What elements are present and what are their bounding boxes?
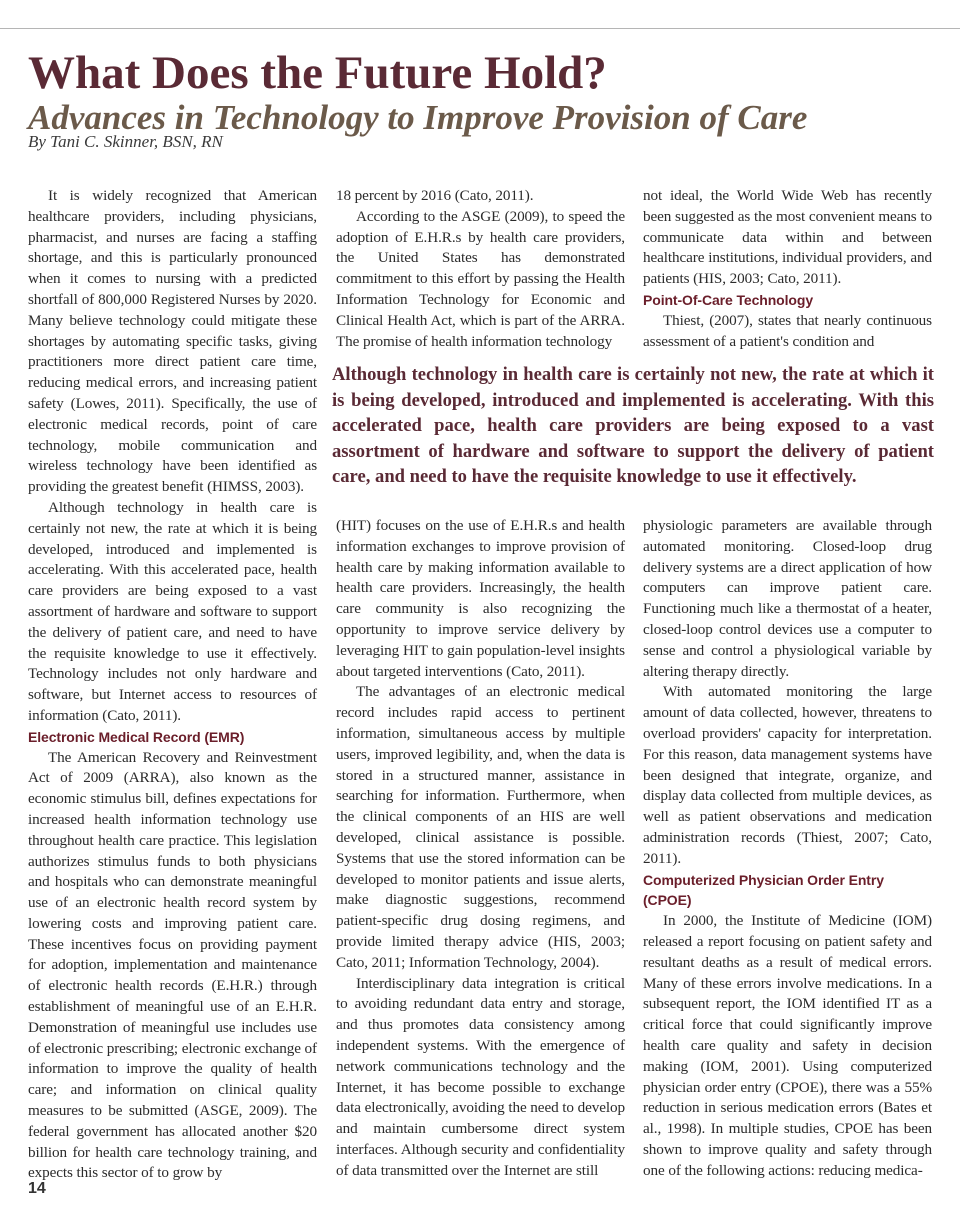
- column-3-bottom: [643, 516, 932, 1182]
- author-byline: By Tani C. Skinner, BSN, RN: [28, 132, 223, 151]
- paragraph: The American Recovery and Reinvestment Act of 2009 (ARRA), also known as the economic stimulus bill, defines expectations for increased health information technology use throughout health care practice. This legislation authorizes stimulus funds to both physicians and hospitals who can demonstrate meaningful use of an electronic health record system by lowering costs and improving patient care. These incentives focus on providing payment for adoption, implementation and maintenance of electronic health records (E.H.R.) through establishment of meaningful use of an E.H.R. Demonstration of meaningful use includes use of electronic prescribing; electronic exchange of information to improve the quality of health care; and information on clinical quality measures to be submitted (ASGE, 2009). The federal government has allocated another $20 billion for health care technology training, and expects this sector of to grow by: [28, 748, 318, 1182]
- column-3-top: [643, 186, 932, 352]
- article-subtitle: Advances in Technology to Improve Provision of Care: [28, 98, 808, 137]
- paragraph: The advantages of an electronic medical record includes rapid access to pertinent information, simultaneous access by multiple users, improved legibility, and, when the data is stored in a structured manner, assistance in searching for information. Furthermore, when the clinical components of an HIS are well developed, clinical assistance is possible. Systems that use the stored information can be developed to monitor patients and issue alerts, make diagnostic suggestions, recommend patient-specific drug dosing regimens, and provide limited therapy advice (HIS, 2003; Cato, 2011; Information Technology, 2004).: [336, 683, 625, 971]
- column-2-top: [336, 186, 625, 352]
- paragraph: In 2000, the Institute of Medicine (IOM) released a report focusing on patient safety and resultant deaths as a result of medical errors. Many of these errors involve medications. In a subsequent report, the IOM identified IT as a critical force that could significantly improve health care quality and safety in decision making (IOM, 2001). Using computerized physician order entry (CPOE), there was a 55% reduction in serious medication errors (Bates et al., 1998). In multiple studies, CPOE has been shown to improve quality and safety through one of the following actions: reducing medica-: [643, 912, 932, 1179]
- paragraph: physiologic parameters are available through automated monitoring. Closed-loop drug delivery systems are a direct application of how computers can improve patient care. Functioning much like a thermostat of a heater, closed-loop control devices use a computer to sense and control a physiological variable by altering therapy directly.: [643, 517, 932, 680]
- section-heading-emr: Electronic Medical Record (EMR): [28, 728, 245, 745]
- paragraph: Interdisciplinary data integration is critical to avoiding redundant data entry and storage, and thus promotes data consistency among independent systems. With the emergence of network communications technology and the Internet, it has become possible to exchange data electronically, avoiding the need to develop and maintain cumbersome direct system interfaces. Although security and confidentiality of data transmitted over the Internet are still: [336, 974, 625, 1179]
- paragraph: According to the ASGE (2009), to speed the adoption of E.H.R.s by health care providers, the United States has demonstrated commitment to this effort by passing the Health Information Technology for Economic and Clinical Health Act, which is part of the ARRA. The promise of health information technology: [336, 207, 625, 350]
- top-rule: [0, 28, 960, 29]
- column-1: [28, 186, 317, 1184]
- paragraph: Although technology in health care is certainly not new, the rate at which it is being developed, introduced and implemented is accelerating. With this accelerated pace, health care providers are being exposed to a vast assortment of hardware and software to support the delivery of patient care, and need to have the requisite knowledge to use it effectively. Technology includes not only hardware and software, but Internet access to resources of information (Cato, 2011).: [28, 498, 317, 724]
- paragraph: It is widely recognized that American healthcare providers, including physicians, pharmacist, and nurses are facing a staffing shortage, and this is particularly pronounced when it comes to nursing with a predicted shortfall of 800,000 Registered Nurses by 2020. Many believe technology could mitigate these shortages by automating specific tasks, giving practitioners more direct patient care time, reducing medical errors, and increasing patient safety (Lowes, 2011). Specifically, the use of electronic medical records, point of care technology, mobile communication and wireless technology have been identified as providing the greatest benefit (HIMSS, 2003).: [28, 187, 317, 496]
- paragraph: Thiest, (2007), states that nearly continuous assessment of a patient's condition and: [643, 311, 932, 350]
- column-2-bottom: [336, 516, 625, 1182]
- paragraph: With automated monitoring the large amount of data collected, however, threatens to overload providers' capacity for interpretation. For this reason, data management systems have been designed that integrate, organize, and display data collected from multiple devices, as well as patient observations and medication administration records (Thiest, 2007; Cato, 2011).: [643, 683, 932, 867]
- paragraph: 18 percent by 2016 (Cato, 2011).: [336, 187, 534, 204]
- article-title: What Does the Future Hold?: [28, 47, 607, 99]
- paragraph: (HIT) focuses on the use of E.H.R.s and health information exchanges to improve provision of health care by making information available to health care providers. Increasingly, the health care community is also recognizing the opportunity to improve service delivery by leveraging HIT to gain population-level insights about targeted interventions (Cato, 2011).: [336, 517, 625, 680]
- pull-quote: Although technology in health care is certainly not new, the rate at which it is being developed, introduced and implemented is accelerating. With this accelerated pace, health care providers are being exposed to a vast assortment of hardware and software to support the delivery of patient care, and need to have the requisite knowledge to use it effectively.: [332, 364, 934, 488]
- paragraph: not ideal, the World Wide Web has recently been suggested as the most convenient means to communicate data within and between healthcare institutions, individual providers, and patients (HIS, 2003; Cato, 2011).: [643, 187, 932, 288]
- section-heading-cpoe: Computerized Physician Order Entry (CPOE): [643, 871, 884, 909]
- section-heading-point-of-care: Point-Of-Care Technology: [643, 291, 814, 308]
- page-number: 14: [28, 1180, 46, 1197]
